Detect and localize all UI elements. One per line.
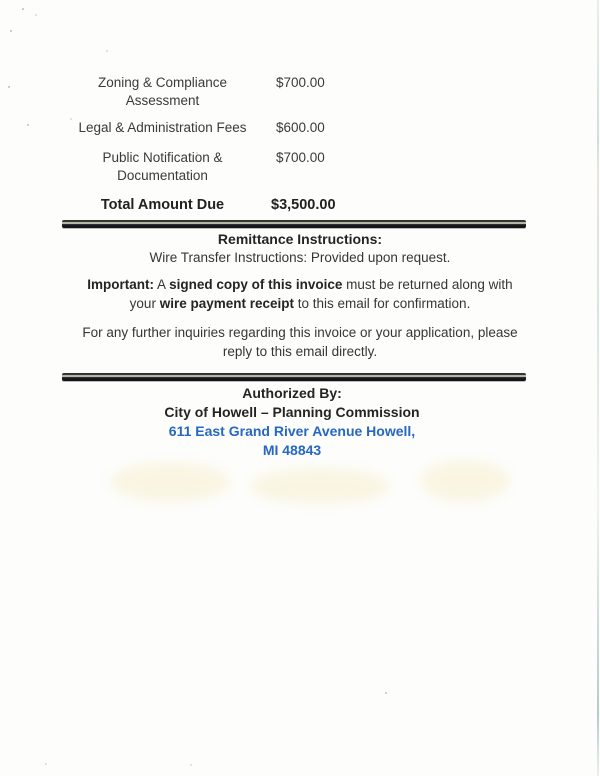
important-note-line	[4, 276, 596, 295]
section-divider	[62, 220, 526, 228]
scan-ghost-stain	[250, 468, 390, 504]
important-note-segment: Important:	[87, 277, 155, 292]
important-note-segment: signed copy of this invoice	[169, 277, 343, 292]
scan-speckle	[190, 764, 192, 766]
scan-speckle	[27, 124, 29, 126]
section-divider	[62, 373, 526, 381]
scan-ghost-stain	[420, 460, 510, 502]
scan-speckle	[70, 118, 72, 120]
total-amount: $3,500.00	[271, 197, 336, 213]
authorized-heading: Authorized By:	[242, 385, 342, 401]
fee-amount: $600.00	[276, 120, 325, 135]
scan-speckle	[10, 30, 12, 32]
fee-label-line: Assessment	[125, 93, 200, 108]
scan-speckle	[385, 692, 387, 694]
fee-label-line: Legal & Administration Fees	[78, 120, 247, 135]
wire-transfer-line: Wire Transfer Instructions: Provided upon request.	[149, 250, 451, 265]
total-label: Total Amount Due	[100, 197, 225, 213]
address-line: MI 48843	[262, 442, 322, 458]
fee-label-line: Zoning & Compliance	[97, 75, 228, 90]
organization-name: City of Howell – Planning Commission	[164, 404, 420, 420]
scan-ghost-stain	[110, 462, 230, 502]
fee-amount: $700.00	[276, 150, 325, 165]
scan-edge-line	[597, 0, 599, 776]
fee-row-legal	[60, 119, 532, 137]
fee-label-line: Documentation	[117, 168, 208, 183]
scan-speckle	[106, 50, 108, 52]
scan-speckle	[22, 8, 24, 10]
important-note-line	[4, 295, 596, 314]
important-note-segment: your	[129, 295, 160, 311]
inquiries-note	[4, 324, 596, 361]
fee-row-zoning	[60, 74, 532, 110]
scan-speckle	[196, 152, 198, 154]
important-note	[4, 276, 596, 313]
inquiries-note-line: reply to this email directly.	[222, 343, 378, 359]
fee-row-total	[60, 196, 532, 214]
fee-amount: $700.00	[276, 75, 325, 90]
fee-label	[60, 74, 265, 110]
inquiries-note-line: For any further inquiries regarding this invoice or your application, please	[82, 325, 518, 340]
important-note-segment: wire payment receipt	[159, 295, 294, 311]
remittance-heading: Remittance Instructions:	[217, 231, 383, 247]
authorized-block	[0, 384, 584, 460]
important-note-segment: must be returned along with	[342, 277, 513, 292]
scan-speckle	[35, 14, 37, 16]
fee-label	[60, 149, 265, 185]
fee-label	[60, 119, 265, 137]
fee-row-public-notification	[60, 149, 532, 185]
scan-speckle	[45, 763, 47, 765]
scan-speckle	[8, 86, 10, 88]
fee-table	[60, 74, 532, 214]
important-note-segment: to this email for confirmation.	[294, 295, 471, 311]
fee-label-line: Public Notification &	[102, 150, 223, 165]
address-line: 611 East Grand River Avenue Howell,	[168, 423, 416, 439]
important-note-segment: A	[154, 277, 170, 292]
